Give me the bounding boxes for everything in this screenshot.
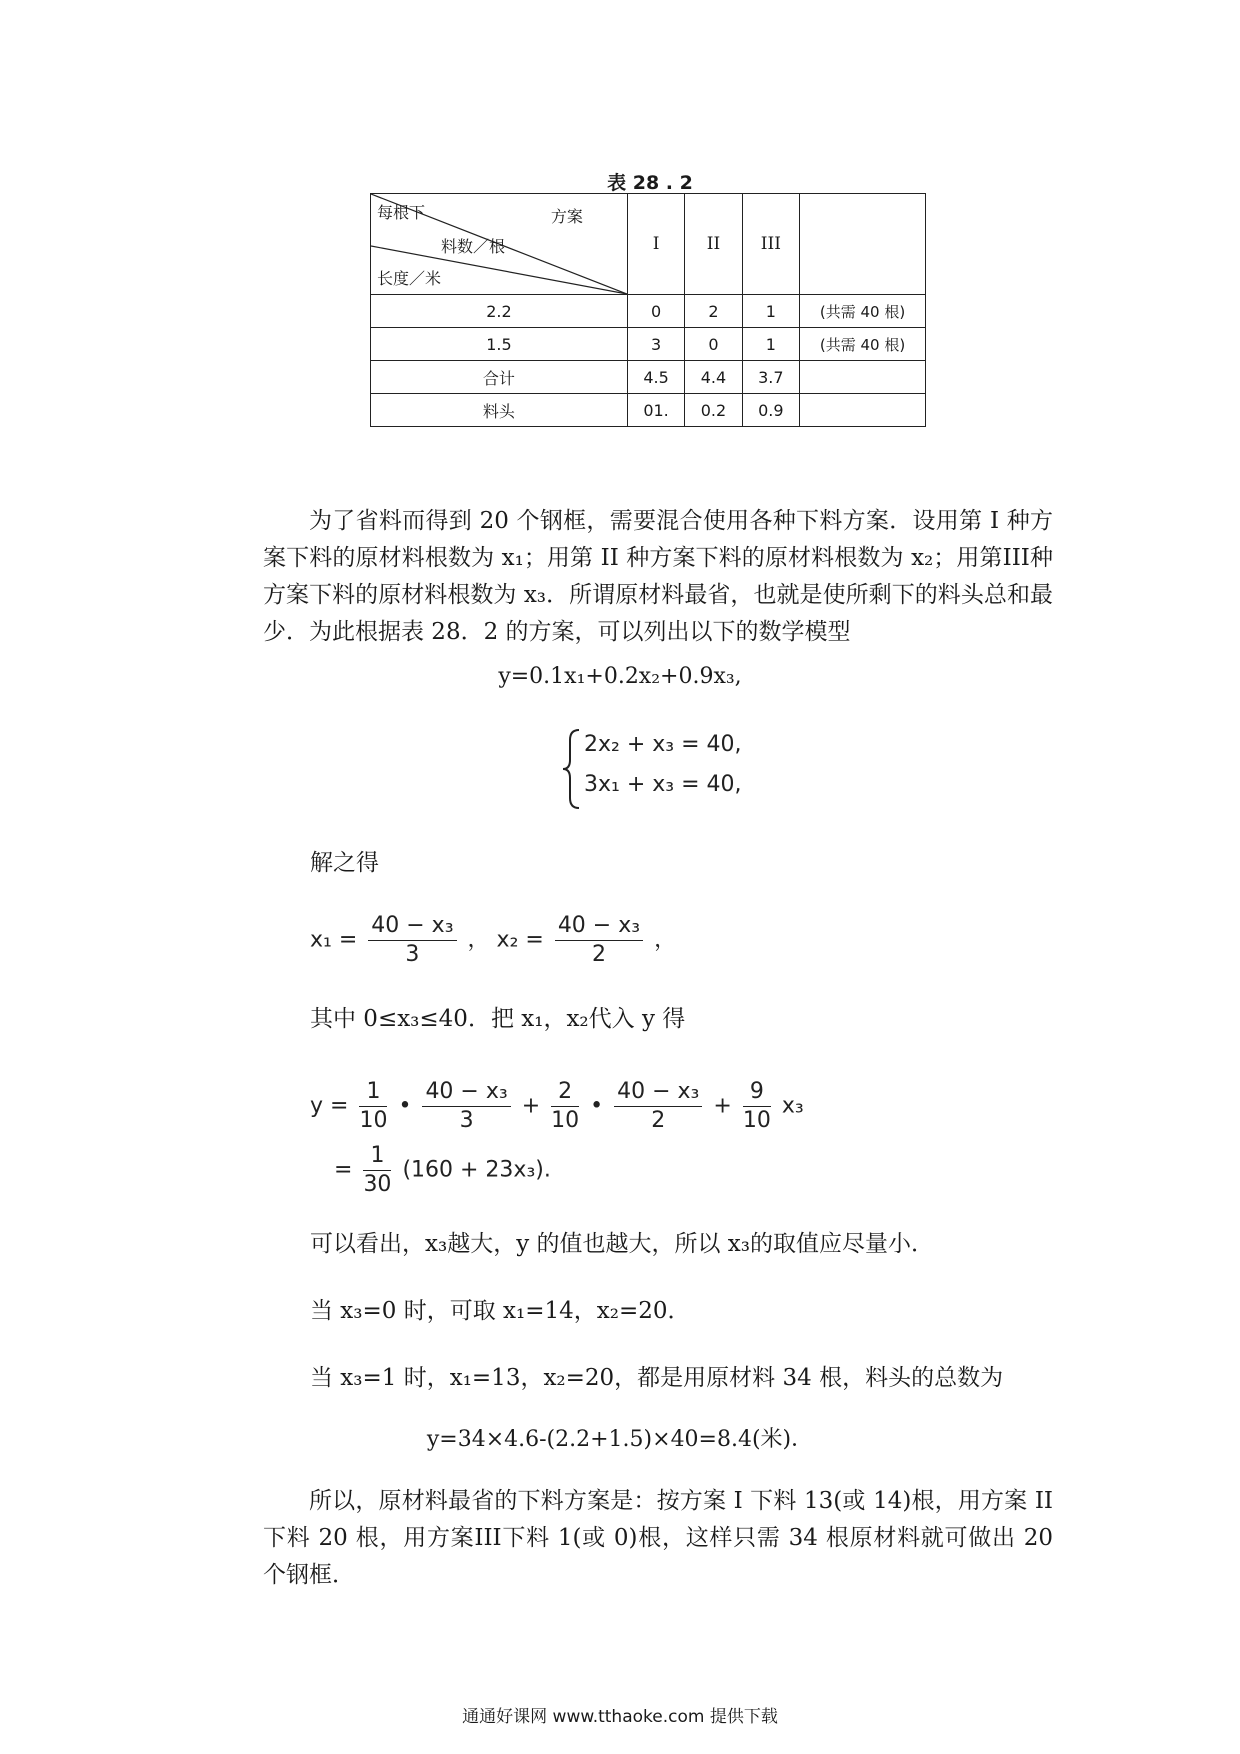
plus-operator: + [713,1093,732,1119]
x3-term: x₃ [781,1093,804,1119]
x2-denominator: 2 [591,942,606,967]
numerator: 2 [551,1078,579,1107]
numerator: 9 [743,1078,771,1107]
table-cell: 0.9 [742,394,799,427]
table-cell: 2 [685,295,742,328]
dot-operator: • [590,1093,604,1119]
solution-end: ， [654,927,677,953]
table-cell: 01. [627,394,684,427]
diag-label-bottom-left: 长度／米 [377,269,442,288]
table-row [371,328,926,361]
fraction [363,1142,391,1199]
system-eq-1: 2x₂ + x₃ = 40, [584,732,742,757]
table-cell: 3 [627,328,684,361]
numerator: 1 [363,1142,391,1171]
fraction [359,1078,387,1135]
col-header-1: I [627,194,684,295]
row-label: 合计 [371,361,628,394]
conclusion-paragraph: 所以，原材料最省的下料方案是：按方案 I 下料 13(或 14)根，用方案 II 下料 20 根，用方案III下料 1(或 0)根，这样只需 34 根原材料就可做出 20 个钢框． [263,1488,1053,1588]
table-cell: 1 [742,295,799,328]
fraction [614,1078,702,1135]
x2-fraction [555,912,643,969]
x2-lhs: x₂ = [496,927,544,953]
observation-text: 可以看出，x₃越大，y 的值也越大，所以 x₃的取值应尽量小． [310,1231,934,1257]
denominator: 30 [363,1172,392,1197]
page-footer: 通通好课网 www.tthaoke.com 提供下载 [462,1707,778,1727]
range-text: 其中 0≤x₃≤40．把 x₁，x₂代入 y 得 [310,1006,686,1032]
row-note: (共需 40 根) [800,328,926,361]
col-header-2: II [685,194,742,295]
intro-paragraph: 为了省料而得到 20 个钢框，需要混合使用各种下料方案．设用第 I 种方案下料的原材料根数为 x₁；用第 II 种方案下料的原材料根数为 x₂；用第III种方案下料的原材料根数为 x₃．所谓原材料最省，也就是使所剩下的料头总和最少．为此根据表 28．2 的方案，可以列出以下的数学模型 [263,508,1053,645]
solve-label: 解之得 [310,850,379,876]
table-cell: 0 [627,295,684,328]
cutting-plan-table [370,193,926,427]
table-row [371,394,926,427]
table-caption: 表 28 . 2 [607,172,693,194]
objective-equation: y=0.1x₁+0.2x₂+0.9x₃, [498,664,742,689]
denominator: 10 [551,1108,580,1133]
row-note: (共需 40 根) [800,295,926,328]
x2-numerator: 40 − x₃ [555,912,643,941]
case-x3-zero: 当 x₃=0 时，可取 x₁=14，x₂=20． [310,1298,691,1324]
row-label: 1.5 [371,328,628,361]
x1-denominator: 3 [405,942,420,967]
system-eq-2: 3x₁ + x₃ = 40, [584,772,742,797]
denominator: 2 [651,1108,666,1133]
total-waste-equation: y=34×4.6-(2.2+1.5)×40=8.4(米)． [426,1427,814,1452]
dot-operator: • [398,1093,412,1119]
col-header-note [800,194,926,295]
y-expression-line-1 [310,1078,804,1135]
plus-operator: + [521,1093,541,1119]
table-row [371,361,926,394]
row-label: 2.2 [371,295,628,328]
row-note [800,394,926,427]
table-row [371,295,926,328]
table-cell: 1 [742,328,799,361]
diag-label-top-right: 方案 [550,207,583,226]
table-cell: 4.4 [685,361,742,394]
numerator: 40 − x₃ [422,1078,510,1107]
equals-sign: = [334,1157,353,1183]
simplified-tail: (160 + 23x₃). [402,1157,551,1183]
solution-line [310,912,676,969]
fraction [551,1078,579,1135]
x1-fraction [368,912,456,969]
table-header-row [371,194,926,295]
fraction [422,1078,510,1135]
x1-lhs: x₁ = [310,927,358,953]
y-lhs: y = [310,1093,349,1119]
diagonal-header-cell [371,194,628,295]
table-cell: 0.2 [685,394,742,427]
table-cell: 3.7 [742,361,799,394]
denominator: 3 [459,1108,474,1133]
row-note [800,361,926,394]
case-x3-one: 当 x₃=1 时，x₁=13，x₂=20，都是用原材料 34 根，料头的总数为 [310,1365,1004,1391]
fraction [743,1078,771,1135]
diag-label-middle: 料数／根 [441,237,506,256]
table-cell: 4.5 [627,361,684,394]
col-header-3: III [742,194,799,295]
denominator: 10 [742,1108,771,1133]
x1-numerator: 40 − x₃ [368,912,456,941]
y-expression-line-2 [334,1142,551,1199]
denominator: 10 [359,1108,388,1133]
numerator: 1 [359,1078,387,1107]
solution-separator: ， [467,927,490,953]
row-label: 料头 [371,394,628,427]
table-cell: 0 [685,328,742,361]
left-brace-icon [562,728,582,810]
diag-label-top-left: 每根下 [377,203,426,222]
numerator: 40 − x₃ [614,1078,702,1107]
